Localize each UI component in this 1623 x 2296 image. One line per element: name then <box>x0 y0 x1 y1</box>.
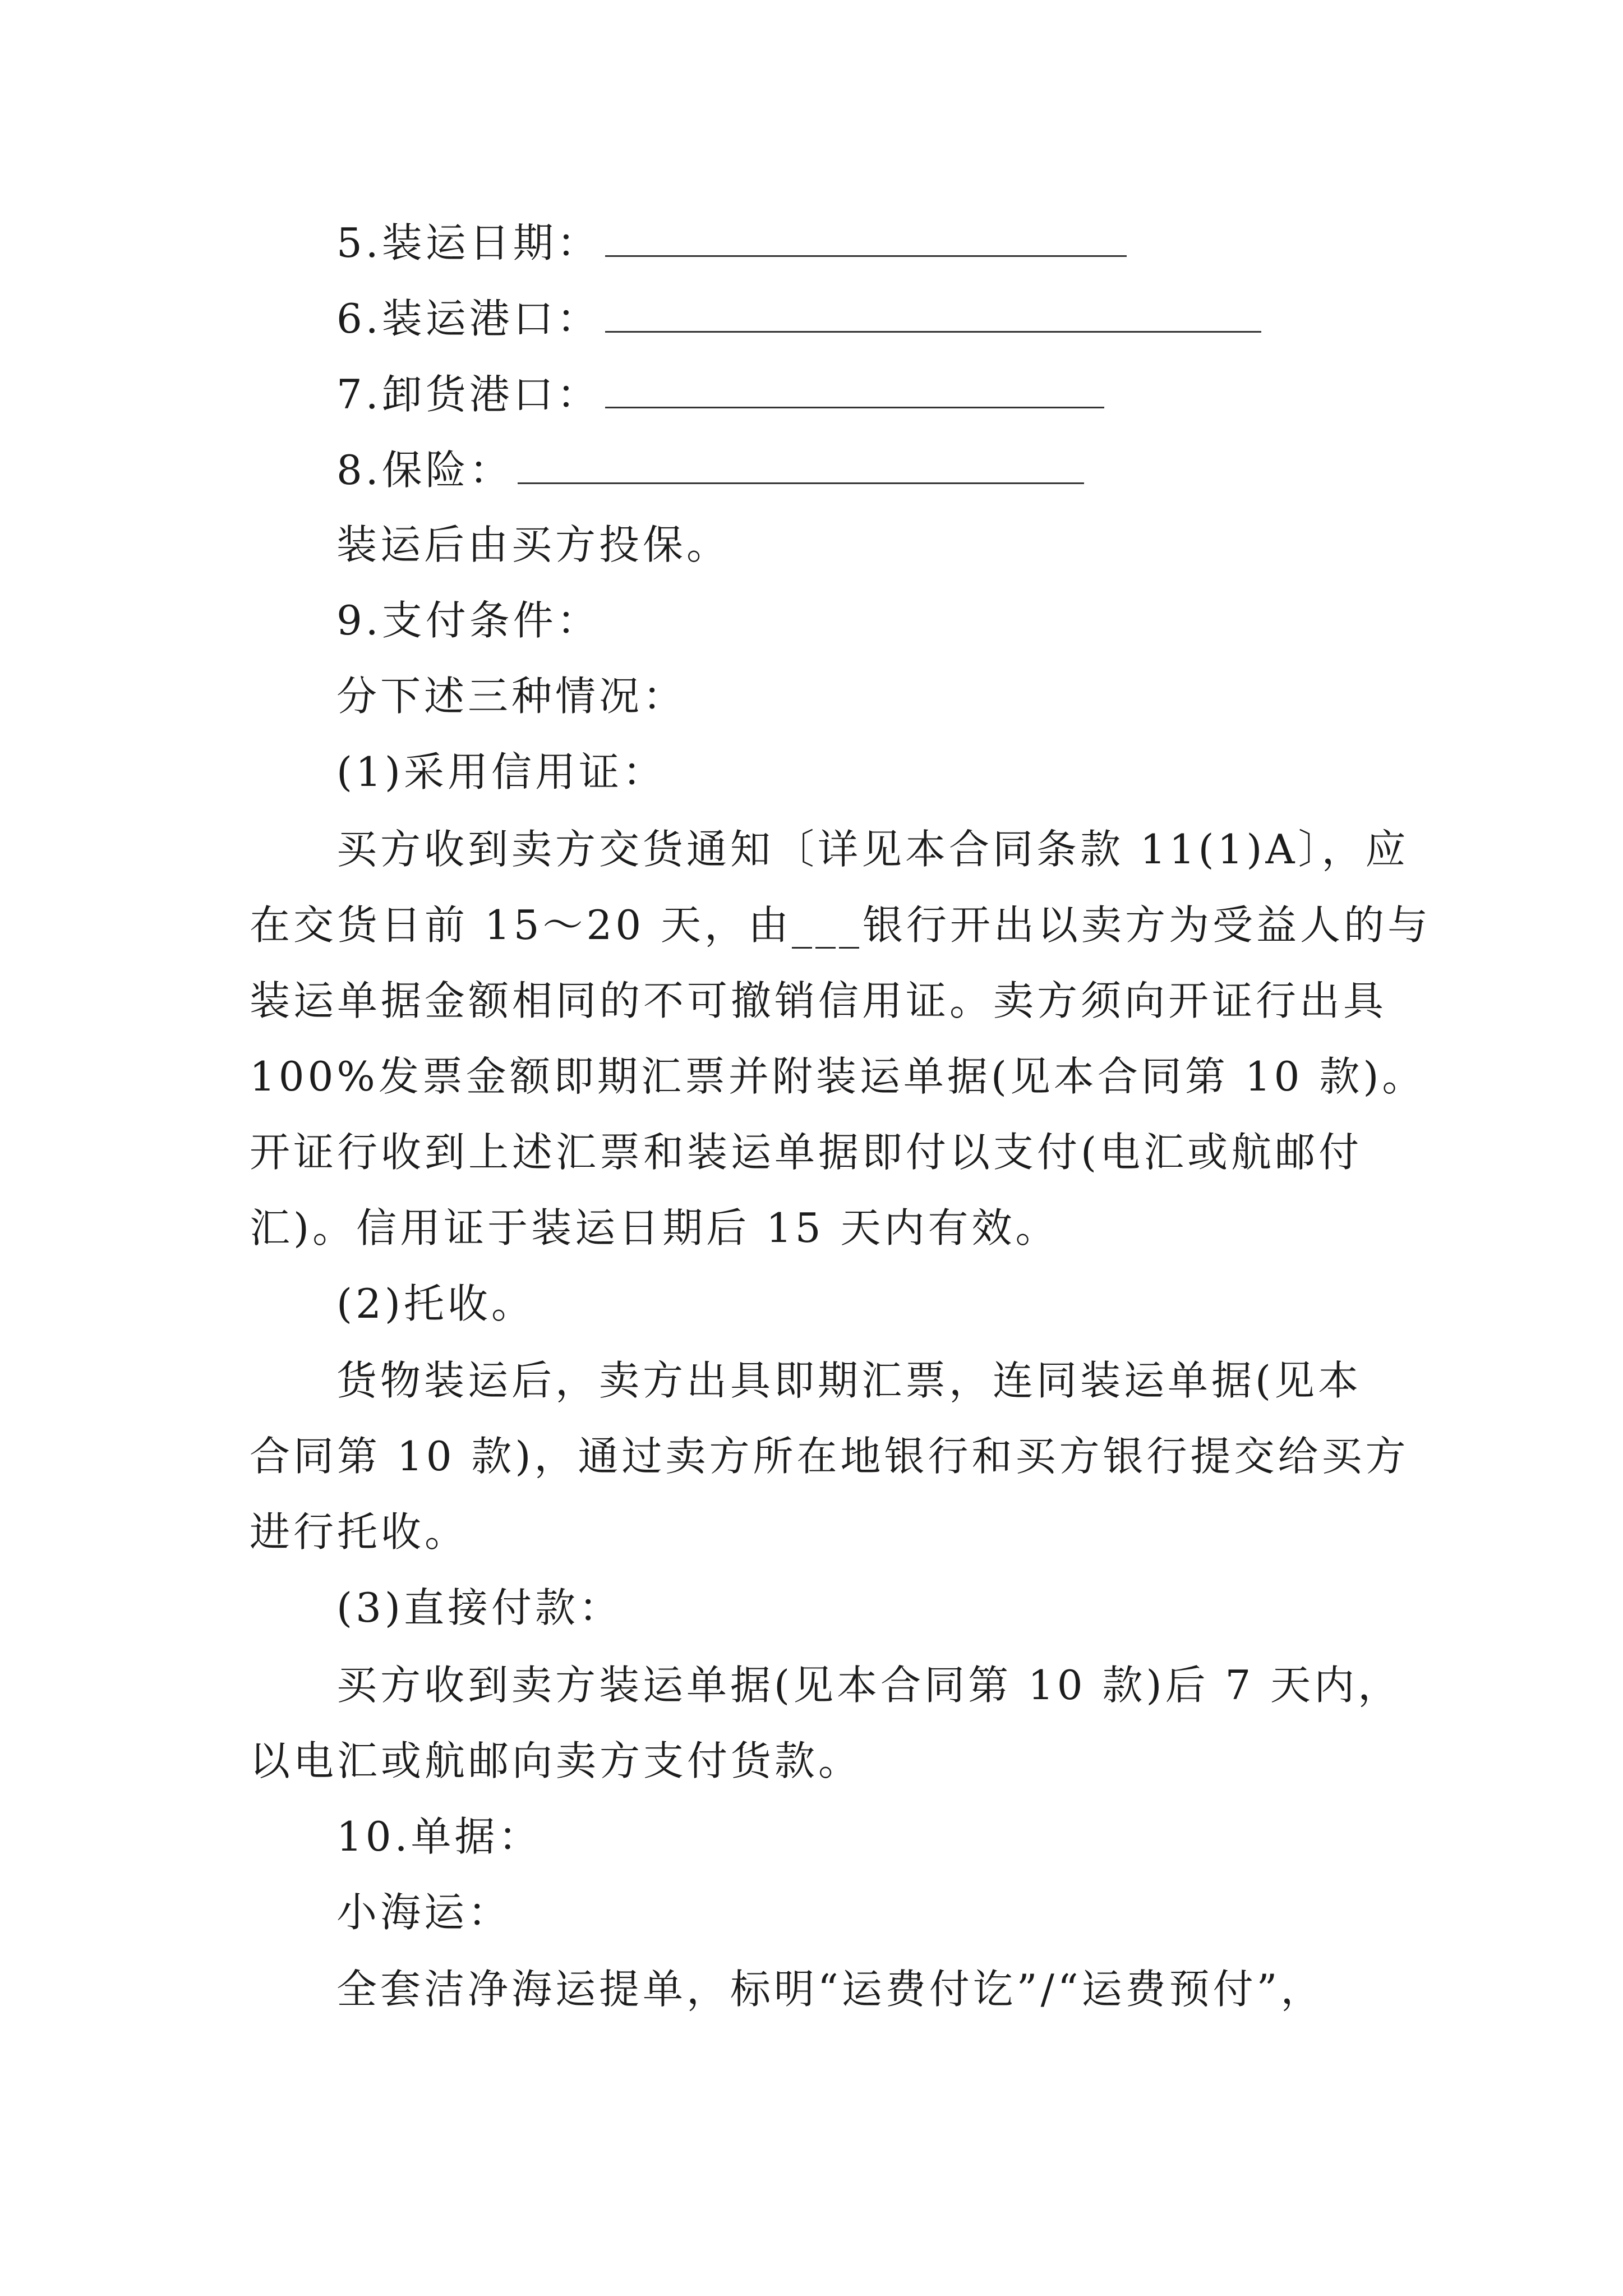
section-heading: 10.单据： <box>336 1813 542 1860</box>
paragraph-line: 以电汇或航邮向卖方支付货款。 <box>250 1737 863 1784</box>
paragraph-line: 开证行收到上述汇票和装运单据即付以支付(电汇或航邮付 <box>250 1129 1363 1176</box>
paragraph-line: 货物装运后，卖方出具即期汇票，连同装运单据(见本 <box>336 1357 1362 1404</box>
discharge-port-label: 7.卸货港口： <box>336 371 601 418</box>
paragraph-line: 装运单据金额相同的不可撤销信用证。卖方须向开证行出具 <box>250 977 1387 1024</box>
paragraph-line: 100%发票金额即期汇票并附装运单据(见本合同第 10 款)。 <box>250 1053 1426 1100</box>
subsection-heading: (1)采用信用证： <box>336 748 666 795</box>
paragraph-line: 全套洁净海运提单，标明“运费付讫”/“运费预付”， <box>336 1966 1325 2013</box>
paragraph-line: 合同第 10 款)，通过卖方所在地银行和买方银行提交给买方 <box>250 1433 1409 1480</box>
shipment-date-blank <box>605 222 1127 257</box>
loading-port-blank <box>605 297 1261 333</box>
paragraph-line: 买方收到卖方交货通知〔详见本合同条款 11(1)A〕，应 <box>336 826 1409 873</box>
discharge-port-field <box>336 371 1104 418</box>
insurance-label: 8.保险： <box>336 447 513 494</box>
shipment-date-label: 5.装运日期： <box>336 219 601 266</box>
discharge-port-blank <box>605 373 1104 408</box>
paragraph-line: 买方收到卖方装运单据(见本合同第 10 款)后 7 天内， <box>336 1662 1402 1709</box>
paragraph-line: 分下述三种情况： <box>336 673 687 720</box>
loading-port-field <box>336 295 1261 342</box>
paragraph-line: 装运后由买方投保。 <box>336 521 731 568</box>
subsection-heading: (2)托收。 <box>336 1280 535 1327</box>
paragraph-line: 在交货日前 15～20 天，由___银行开出以卖方为受益人的与 <box>250 901 1432 949</box>
insurance-blank <box>518 449 1084 484</box>
loading-port-label: 6.装运港口： <box>336 295 601 342</box>
section-heading: 9.支付条件： <box>336 597 601 644</box>
paragraph-line: 进行托收。 <box>250 1508 469 1556</box>
shipment-date-field <box>336 219 1127 266</box>
insurance-field <box>336 447 1084 494</box>
paragraph-line: 汇)。信用证于装运日期后 15 天内有效。 <box>250 1204 1059 1251</box>
subsection-heading: 小海运： <box>336 1889 512 1936</box>
subsection-heading: (3)直接付款： <box>336 1584 623 1631</box>
